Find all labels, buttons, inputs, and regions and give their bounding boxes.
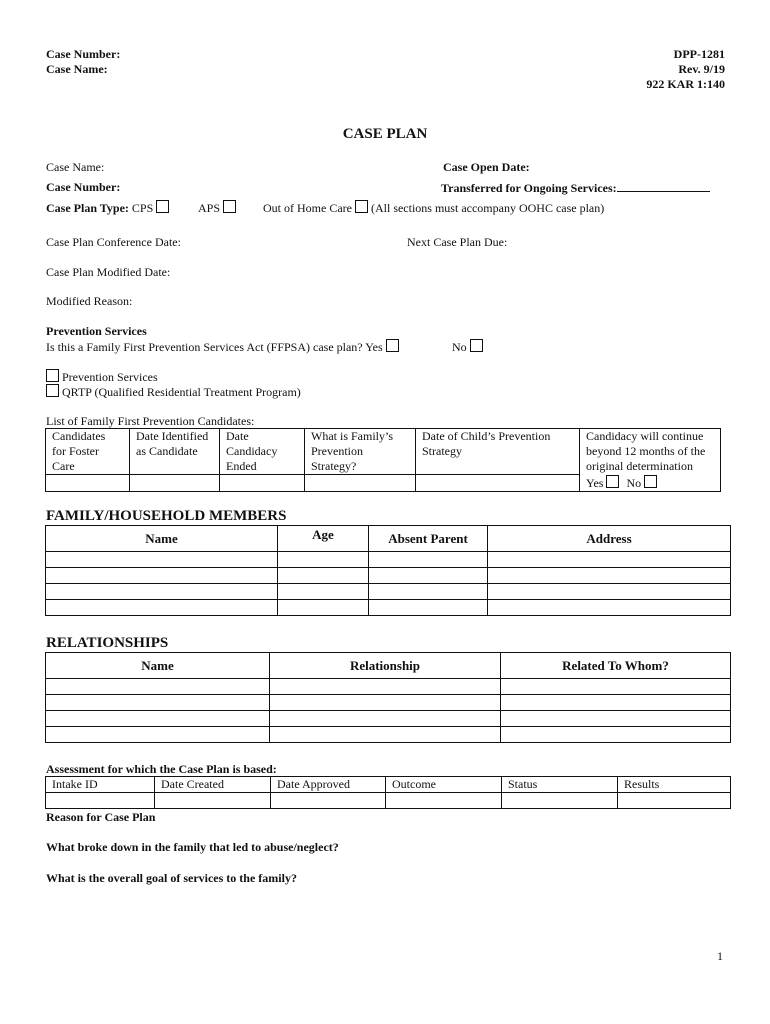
candidates-table bbox=[45, 428, 721, 492]
table-cell[interactable] bbox=[46, 568, 278, 584]
ffpsa-no-label: No bbox=[452, 340, 467, 354]
assess-col-results: Results bbox=[618, 777, 731, 793]
table-cell[interactable] bbox=[46, 475, 130, 492]
table-cell[interactable] bbox=[46, 793, 155, 809]
col-candidacy-continue: Candidacy will continue beyond 12 months of the original determination bbox=[580, 429, 721, 475]
table-cell[interactable] bbox=[270, 727, 501, 743]
transferred-line[interactable] bbox=[617, 180, 710, 192]
broke-down-question: What broke down in the family that led to abuse/neglect? bbox=[46, 840, 339, 854]
transferred-label: Transferred for Ongoing Services: bbox=[441, 181, 617, 195]
table-cell[interactable] bbox=[46, 584, 278, 600]
case-number-field: Case Number: bbox=[46, 180, 121, 194]
table-cell[interactable] bbox=[386, 793, 502, 809]
reason-label: Reason for Case Plan bbox=[46, 810, 156, 824]
table-cell[interactable] bbox=[270, 711, 501, 727]
table-cell[interactable] bbox=[488, 568, 731, 584]
candidacy-no-label: No bbox=[626, 475, 642, 490]
case-plan-type-row bbox=[46, 200, 169, 216]
table-cell[interactable] bbox=[416, 475, 580, 492]
table-cell[interactable] bbox=[270, 679, 501, 695]
assess-col-outcome: Outcome bbox=[386, 777, 502, 793]
case-name-header: Case Name: bbox=[46, 62, 108, 76]
table-cell[interactable] bbox=[155, 793, 271, 809]
ffpsa-question-text: Is this a Family First Prevention Services Act (FFPSA) case plan? Yes bbox=[46, 340, 383, 354]
assess-col-status: Status bbox=[502, 777, 618, 793]
oohc-note: (All sections must accompany OOHC case plan) bbox=[370, 201, 605, 215]
form-id: DPP-1281 bbox=[673, 47, 725, 61]
prevention-services-option bbox=[46, 369, 158, 385]
family-col-age: Age bbox=[278, 526, 369, 552]
candidacy-yes-checkbox[interactable] bbox=[606, 475, 619, 488]
candidacy-no-checkbox[interactable] bbox=[644, 475, 657, 488]
table-cell[interactable] bbox=[501, 679, 731, 695]
table-cell[interactable] bbox=[369, 552, 488, 568]
col-child-strategy-date: Date of Child’s Prevention Strategy bbox=[416, 429, 580, 475]
table-cell[interactable] bbox=[46, 711, 270, 727]
qrtp-option bbox=[46, 384, 301, 400]
table-cell[interactable] bbox=[488, 600, 731, 616]
col-date-identified: Date Identified as Candidate bbox=[130, 429, 220, 475]
assessment-table bbox=[45, 776, 731, 809]
table-cell[interactable] bbox=[46, 727, 270, 743]
prevention-services-checkbox[interactable] bbox=[46, 369, 59, 382]
col-candidates: Candidates for Foster Care bbox=[46, 429, 130, 475]
next-due-field: Next Case Plan Due: bbox=[407, 235, 508, 249]
table-cell[interactable] bbox=[501, 711, 731, 727]
table-cell[interactable] bbox=[618, 793, 731, 809]
ffpsa-yes-checkbox[interactable] bbox=[386, 339, 399, 352]
relationships-heading: RELATIONSHIPS bbox=[46, 635, 169, 651]
assess-col-date-approved: Date Approved bbox=[271, 777, 386, 793]
modified-reason-field: Modified Reason: bbox=[46, 294, 133, 308]
table-cell[interactable] bbox=[278, 600, 369, 616]
ffpsa-no-checkbox[interactable] bbox=[470, 339, 483, 352]
table-cell[interactable] bbox=[278, 552, 369, 568]
case-name-field: Case Name: bbox=[46, 160, 105, 174]
table-cell[interactable] bbox=[46, 695, 270, 711]
candidacy-yes-no bbox=[580, 475, 721, 492]
table-cell[interactable] bbox=[46, 600, 278, 616]
ffpsa-no-option bbox=[452, 339, 483, 355]
table-cell[interactable] bbox=[46, 679, 270, 695]
family-col-name: Name bbox=[46, 526, 278, 552]
prevention-services-label: Prevention Services bbox=[62, 370, 158, 384]
candidates-label: List of Family First Prevention Candidates: bbox=[46, 414, 255, 428]
oohc-checkbox[interactable] bbox=[355, 200, 368, 213]
candidacy-yes-label: Yes bbox=[586, 475, 604, 490]
oohc-option bbox=[263, 200, 604, 216]
table-cell[interactable] bbox=[369, 600, 488, 616]
rel-col-name: Name bbox=[46, 653, 270, 679]
rel-col-relationship: Relationship bbox=[270, 653, 501, 679]
oohc-label: Out of Home Care bbox=[263, 201, 352, 215]
prevention-heading: Prevention Services bbox=[46, 324, 147, 338]
aps-checkbox[interactable] bbox=[223, 200, 236, 213]
form-regulation: 922 KAR 1:140 bbox=[646, 77, 725, 91]
table-cell[interactable] bbox=[46, 552, 278, 568]
case-plan-type-label: Case Plan Type: bbox=[46, 201, 129, 215]
aps-label: APS bbox=[198, 201, 221, 215]
family-heading: FAMILY/HOUSEHOLD MEMBERS bbox=[46, 508, 287, 524]
table-cell[interactable] bbox=[501, 727, 731, 743]
assessment-heading: Assessment for which the Case Plan is based: bbox=[46, 762, 277, 776]
table-cell[interactable] bbox=[270, 695, 501, 711]
page-title: CASE PLAN bbox=[342, 126, 428, 142]
table-cell[interactable] bbox=[130, 475, 220, 492]
family-col-absent-parent: Absent Parent bbox=[369, 526, 488, 552]
case-open-date-field: Case Open Date: bbox=[443, 160, 530, 174]
table-cell[interactable] bbox=[369, 584, 488, 600]
rel-col-related-to: Related To Whom? bbox=[501, 653, 731, 679]
col-date-ended: Date Candidacy Ended bbox=[220, 429, 305, 475]
family-table bbox=[45, 525, 731, 616]
cps-label: CPS bbox=[131, 201, 154, 215]
goal-question: What is the overall goal of services to the family? bbox=[46, 871, 297, 885]
table-cell[interactable] bbox=[305, 475, 416, 492]
table-cell[interactable] bbox=[501, 695, 731, 711]
page-number: 1 bbox=[717, 949, 723, 963]
ffpsa-question bbox=[46, 339, 399, 355]
case-number-header: Case Number: bbox=[46, 47, 121, 61]
table-cell[interactable] bbox=[278, 584, 369, 600]
table-cell[interactable] bbox=[369, 568, 488, 584]
relationships-table bbox=[45, 652, 731, 743]
family-col-address: Address bbox=[488, 526, 731, 552]
form-revision: Rev. 9/19 bbox=[678, 62, 725, 76]
transferred-field bbox=[441, 180, 710, 196]
qrtp-label: QRTP (Qualified Residential Treatment Program) bbox=[62, 385, 301, 399]
modified-date-field: Case Plan Modified Date: bbox=[46, 265, 171, 279]
assess-col-date-created: Date Created bbox=[155, 777, 271, 793]
table-cell[interactable] bbox=[488, 584, 731, 600]
assess-col-intake-id: Intake ID bbox=[46, 777, 155, 793]
cps-checkbox[interactable] bbox=[156, 200, 169, 213]
qrtp-checkbox[interactable] bbox=[46, 384, 59, 397]
table-cell[interactable] bbox=[488, 552, 731, 568]
table-cell[interactable] bbox=[278, 568, 369, 584]
conference-date-field: Case Plan Conference Date: bbox=[46, 235, 181, 249]
table-cell[interactable] bbox=[271, 793, 386, 809]
aps-option bbox=[198, 200, 236, 216]
table-cell[interactable] bbox=[220, 475, 305, 492]
col-family-strategy: What is Family’s Prevention Strategy? bbox=[305, 429, 416, 475]
table-cell[interactable] bbox=[502, 793, 618, 809]
